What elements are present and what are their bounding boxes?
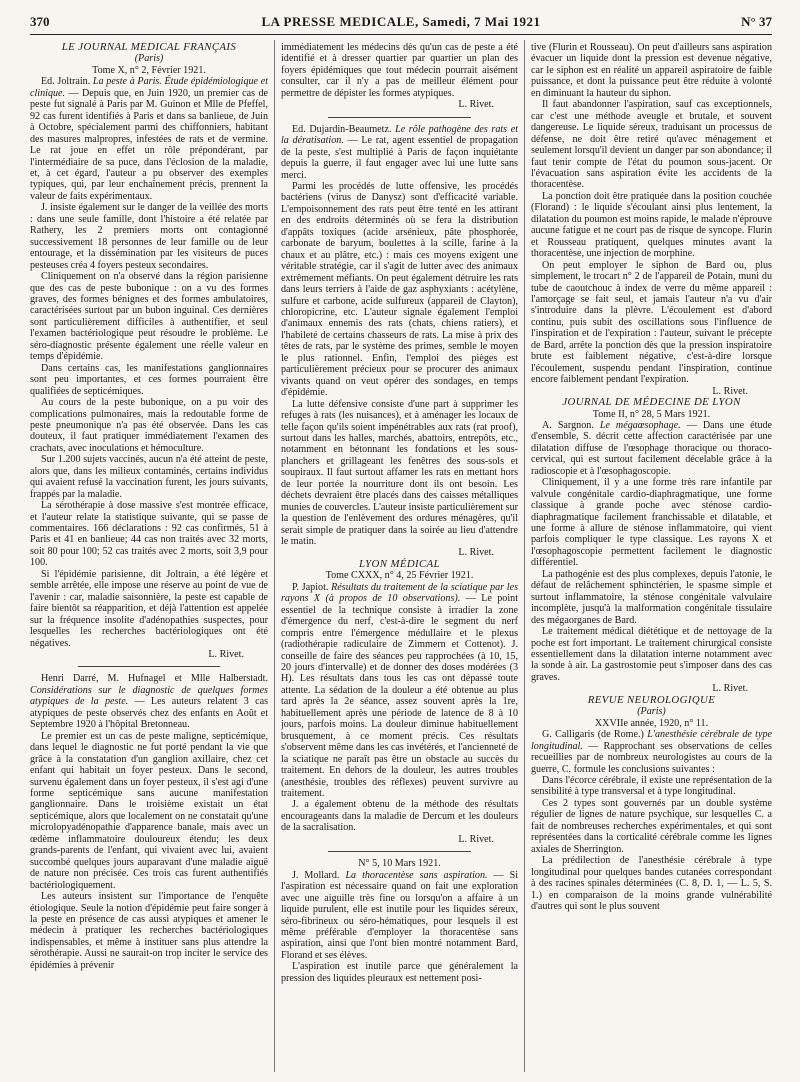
- page-header: [30, 14, 772, 32]
- header-rule: [30, 34, 772, 35]
- article-author: Ed. Joltrain.: [41, 76, 93, 88]
- article-text: — Dans une étude d'ensemble, S. décrit cette affection caractérisée par une dilatation diffuse de l'œsophage thoracique ou thoraco-cervical, qui est surtout facilement décelable grâce à la radioscopie et à l'œsophagoscopie.: [531, 419, 772, 477]
- paragraph: La prédilection de l'anesthésie cérébrale à type longitudinal pour quelques bandes cutanées correspondant à des racines spinales déterminées (C. 8, D. 1, — L. 5, S. 1.) en comparaison de la moins grande vulnérabilité d'autres qui sont le plus souvent: [531, 855, 772, 912]
- article-title: Le mégaœsophage.: [599, 419, 687, 431]
- article-text: — Depuis que, en Juin 1920, un premier cas de peste fut signalé à Paris par M. Guinon et Mlle de Pfeffel, 92 cas furent identifiés à Paris et dans sa banlieue, de Juin à Octobre, spécialement parmi des chiffonniers, habitant des masures malpropres, infestées de rats et de vermine. Le rat joue en effet un rôle prépondérant, par l'intermédiaire de sa puce, dans l'éclosion de la maladie, et, à cet égard, l'auteur a pu observer des exemples typiques, qui, par leur enchaînement précis, prennent la valeur de faits expérimentaux.: [30, 87, 268, 202]
- paragraph: Dans l'écorce cérébrale, il existe une représentation de la sensibilité à type transversal et à type longitudinal.: [531, 775, 772, 798]
- article-title: Considérations sur le diagnostic de quelques formes atypiques de la peste.: [30, 684, 268, 708]
- paragraph: J. insiste également sur le danger de la veillée des morts : dans une seule famille, dont l'histoire a été relatée par Rathery, les 2 premiers morts ont contagionné successivement 18 personnes de leur famille ou de leur entourage, et la dissémination par les visiteurs de puces pesteuses créa 4 foyers pesteux secondaires.: [30, 202, 268, 271]
- paragraph: Cliniquement, il y a une forme très rare infantile par valvule congénitale cardio-diaphragmatique, une forme classique à grande poche avec sténose cardio-diaphragmatique facilement franchissable et dilatable, et une forme à allure de sténose inflammatoire, qui vient parfois compliquer le type classique. Les rayons X et l'œsophagoscopie permettent facilement le diagnostic différentiel.: [531, 477, 772, 569]
- reviewer-signature: L. Rivet.: [208, 649, 244, 661]
- article-author: P. Japiot.: [292, 581, 332, 593]
- paragraph: Sur 1.200 sujets vaccinés, aucun n'a été atteint de peste, alors que, dans les milieux contaminés, certains individus qui avaient refusé la vaccination furent, les jours suivants, frappés par la maladie.: [30, 454, 268, 500]
- issue-line: XXVIIe année, 1920, n° 11.: [594, 717, 709, 729]
- column-1: [30, 42, 268, 1072]
- article-text: — Rapprochant ses observations de celles recueillies par de nombreux neurologistes au cours de la guerre, C. formule les conclusions suivantes :: [531, 740, 772, 775]
- journal-city: (Paris): [134, 53, 164, 65]
- issue-line: N° 5, 10 Mars 1921.: [358, 858, 441, 870]
- paragraph: Dans certains cas, les manifestations ganglionnaires sont peu importantes, et ces formes pourraient être qualifiées de septicémiques.: [30, 362, 268, 397]
- article-lead: [531, 420, 772, 477]
- paragraph: La ponction doit être pratiquée dans la position couchée (Florand) : le liquide s'écoulant ainsi plus lentement, la dilatation du poumon est moins rapide, le malade n'éprouve aucune fatigue et ne court pas de risque de syncope. Flurin et Rousseau pratiquent, quelques minutes avant la thoracentèse, une injection de morphine.: [531, 190, 772, 260]
- article-lead: [281, 582, 518, 800]
- paragraph: Parmi les procédés de lutte offensive, les procédés bactériens (virus de Danysz) sont d'efficacité variable. L'empoisonnement des rats peut être tenté en les attirant en des endroits déterminés où se fera la distribution d'appâts toxiques (acide arsénieux, pâte phosphorée, carbonate de baryum, boulettes à la scille, farine à la chaux et au plâtre, etc.) : mais ces moyens exigent une véritable stratégie, car il s'agit de lutter avec des animaux extrêmement méfiants. On peut également détruire les rats dans leurs terriers à l'aide de gaz asphyxiants : acétylène, sulfure et carbone, acide sulfureux (appareil de Clayton), chloropicrine, etc. L'auteur signale également l'emploi d'animaux ennemis des rats (chats, chiens ratiers), et l'habileté de certains chasseurs de rats. La mise à prix des têtes de rats, par le système des primes, semble le moyen le plus rationnel. Enfin, l'emploi des pièges est particulièrement précieux pour se procurer des animaux vivants quand on veut opérer des sondages, en temps d'épidémie.: [281, 180, 518, 399]
- paragraph: immédiatement les médecins dès qu'un cas de peste a été identifié et à dresser quartier par quartier un plan des foyers épidémiques que tout médecin pourrait aisément consulter, car il n'y a pas de meilleur élément pour permettre de dépister les formes atypiques.: [281, 42, 518, 99]
- paragraph: Si l'épidémie parisienne, dit Joltrain, a été légère et semble arrêtée, elle impose une réserve au point de vue de l'avenir : car, maladie saisonnière, la peste est capable de faire bientôt sa réapparition, et déjà l'attention est appelée sur la fréquence insolite d'adénopathies suspectes, pour lesquelles les recherches bactériologiques ont été négatives.: [30, 568, 268, 649]
- paragraph: tive (Flurin et Rousseau). On peut d'ailleurs sans aspiration évacuer un liquide dont la pression est devenue négative, car le siphon est en réalité un appareil aspiratoire de faible puissance, et dont la puissance peut être réduite à volonté en diminuant la hauteur du siphon.: [531, 42, 772, 99]
- article-text: — Si l'aspiration est nécessaire quand on fait une exploration avec une aiguille très fine ou lorsqu'on a affaire à un liquide purulent, elle est inutile pour les liquides séreux, séro-fibrineux ou séro-hématiques, pour lesquels il est même préférable d'employer la thoracentèse sans aspiration, ainsi que l'ont bien montré notamment Bard, Florand et ses élèves.: [281, 869, 518, 961]
- column-divider: [274, 40, 275, 1072]
- issue-line: Tome II, n° 28, 5 Mars 1921.: [592, 408, 711, 420]
- article-lead: [30, 76, 268, 202]
- column-divider: [524, 40, 525, 1072]
- page-number: 370: [30, 14, 50, 29]
- article-separator: [78, 666, 221, 667]
- paragraph: La pathogénie est des plus complexes, depuis l'atonie, le défaut de relâchement sphinctérien, le spasme simple et surtout inflammatoire, la sténose congénitale valvulaire incomplète, jusqu'à la malformation congénitale tissulaire des mégaorganes de Bard.: [531, 568, 772, 626]
- article-separator: [328, 117, 470, 118]
- article-lead: [281, 124, 518, 181]
- article-lead: [281, 870, 518, 962]
- paragraph: Au cours de la peste bubonique, on a pu voir des complications pulmonaires, mais la redoutable forme de peste pneumonique n'a pas été observée. Dans les cas douteux, il faut pratiquer immédiatement l'examen des crachats, avec inoculations et hémoculture.: [30, 397, 268, 454]
- paragraph: Cliniquement on n'a observé dans la région parisienne que des cas de peste bubonique : on a vu des formes graves, des formes bénignes et des formes ambulatoires, caractérisées surtout par un bubon inguinal. Ces dernières sont particulièrement difficiles à authentifier, et seul l'examen bactériologique peut résoudre le problème. Le séro-diagnostic présente également une réelle valeur en temps d'épidémie.: [30, 271, 268, 363]
- article-author: G. Calligaris (de Rome.): [542, 729, 648, 741]
- article-title: La peste à Paris. Étude épidémiologique et clinique.: [30, 76, 268, 99]
- paragraph: Le premier est un cas de peste maligne, septicémique, dans lequel le diagnostic ne fut porté pendant la vie que grâce à la constatation d'un ganglion axillaire, chez cet enfant qui habitait un foyer pesteux. Dans le second, survenu également dans un foyer pesteux, il s'est agi d'une forme septicémique sans aucune manifestation ganglionnaire. Dans le troisième existait un état septicémique, alors que localement on ne constatait qu'une microlopyadénopathie d'apparence banale, mais avec un œdème inflammatoire douloureux étendu; les deux grands-parents de l'enfant, qui vivaient avec lui, avaient succombé quelques jours auparavant d'une maladie aiguë de nature non précisée. Ces trois cas furent authentifiés bactériologiquement.: [30, 730, 268, 891]
- paragraph: La sérothérapie à dose massive s'est montrée efficace, et l'auteur relate la statistique suivante, qui se passe de commentaires. 166 déclarations : 92 cas confirmés, 51 à Paris et 41 en banlieue; 44 cas non traités avec 32 morts, soit 80 pour 100; 52 cas traités avec 2 morts, soit 3,9 pour 100.: [30, 500, 268, 569]
- article-lead: [531, 729, 772, 775]
- reviewer-signature: L. Rivet.: [458, 99, 494, 111]
- paragraph: Les auteurs insistent sur l'importance de l'enquête étiologique. Seule la notion d'épidémie peut faire songer à la peste en présence de cas aussi atypiques et amener le médecin à pratiquer les recherches bactériologiques indispensables, et même à instituer sans plus attendre la sérothérapie. Aussi ne saurait-on trop inciter le service des épidémies à prévenir: [30, 891, 268, 971]
- article-author: Henri Darré, M. Hufnagel et Mlle Halberstadt.: [41, 673, 268, 685]
- paragraph: Ces 2 types sont gouvernés par un double système régulier de lignes de nature psychique, sur lesquelles C. a fait de nombreuses recherches expérimentales, et qui sont représentées dans la corticalité cérébrale comme les lignes axiales de Sherrington.: [531, 797, 772, 855]
- issue-line: Tome X, n° 2, Février 1921.: [92, 64, 206, 76]
- article-author: A. Sargnon.: [542, 419, 600, 431]
- journal-heading: LE JOURNAL MÉDICAL FRANÇAIS: [61, 42, 237, 53]
- article-text: — Le rat, agent essentiel de propagation de la peste, s'est multiplié à Paris de façon inquiétante depuis la guerre, il faut engager avec lui une lutte sans merci.: [281, 135, 518, 181]
- article-text: — Les auteurs relatent 3 cas atypiques de peste observés chez des enfants en Août et Septembre 1920 à l'hôpital Bretonneau.: [30, 696, 268, 731]
- journal-title: LA PRESSE MEDICALE, Samedi, 7 Mai 1921: [261, 14, 541, 29]
- journal-city: (Paris): [637, 706, 666, 718]
- paragraph: Il faut abandonner l'aspiration, sauf cas exceptionnels, car c'est une méthode aveugle et brutale, et souvent dangereuse. Le liquide séreux, traduisant un processus de défense, ne doit être retiré qu'avec ménagement et seulement lorsqu'il devient un danger par son abondance; il faut tenir compte de l'état du poumon sous-jacent. Or l'évacuation sans aspiration évite les accidents de la thoracentèse.: [531, 99, 772, 191]
- article-title: Le rôle pathogène des rats et la dératisation.: [281, 123, 518, 147]
- issue-number: N° 37: [741, 14, 772, 29]
- article-author: J. Mollard.: [292, 869, 346, 881]
- paragraph: J. a également obtenu de la méthode des résultats encourageants dans la maladie de Dercum et les douleurs de la sacralisation.: [281, 799, 518, 834]
- column-2: [281, 42, 518, 1072]
- reviewer-signature: L. Rivet.: [712, 385, 748, 397]
- article-title: L'anesthésie cérébrale de type longitudinal.: [531, 729, 772, 752]
- column-3: [531, 42, 772, 1072]
- reviewer-signature: L. Rivet.: [458, 547, 494, 559]
- article-text: — Le point essentiel de la technique consiste à irradier la zone d'émergence du nerf, c'est-à-dire le segment du nerf compris entre l'émergence médullaire et le plexus (radiothérapie radiculaire de Zimmern et Cottenot). J. conseille de faire des séances peu rapprochées (à 10, 15, 20 jours d'intervalle) et de donner des doses modérées (3 H). Les résultats dans tous les cas ont dépassé toute attente. La sédation de la douleur a été obtenue au plus tard après la 2e séance, assez souvent après la 1re, habituellement après une période de latence de 8 à 10 jours, parfois moins. La douleur diminue habituellement brusquement, à ce moment précis. Ces résultats s'observent même dans les cas invétérés, et l'ancienneté de la sciatique ne paraît pas être un obstacle au succès du traitement. En dehors de la douleur, les autres troubles (anesthésie, troubles des réflexes) peuvent survivre au traitement.: [281, 593, 518, 799]
- article-author: Ed. Dujardin-Beaumetz.: [292, 123, 396, 135]
- paragraph: L'aspiration est inutile parce que généralement la pression des liquides pleuraux est nettement posi-: [281, 961, 518, 984]
- article-separator: [328, 851, 470, 852]
- article-title: Résultats du traitement de la sciatique par les rayons X (à propos de 10 observations).: [281, 581, 518, 605]
- issue-line: Tome CXXX, n° 4, 25 Février 1921.: [325, 570, 474, 582]
- paragraph: Le traitement médical diététique et de nettoyage de la poche est fort important. Le traitement chirurgical consiste essentiellement dans la dilatation interne notamment avec la sonde à air. La gastrostomie peut s'imposer dans des cas graves.: [531, 626, 772, 683]
- journal-heading: REVUE NEUROLOGIQUE: [587, 693, 716, 706]
- journal-heading: JOURNAL DE MÉDECINE DE LYON: [562, 396, 741, 409]
- paragraph: La lutte défensive consiste d'une part à supprimer les refuges à rats (les nuisances), et à aménager les locaux de telle façon qu'ils soient impénétrables aux rats (rat proof), surtout dans les halles, marchés, abattoirs, entrepôts, etc., notamment en bétonnant les fondations et les sous-planchers et grillageant les fenêtres des sous-sols et soupiraux. Il faut surtout affamer les rats en mettant hors de leur portée la nourriture dont ils ont besoin. Les déchets devraient être placés dans des caisses métalliques munies de couvercles. L'auteur insiste particulièrement sur la question de l'enlèvement des ordures ménagères, qu'il serait simple de pratiquer dans la soirée au lieu d'attendre le matin.: [281, 398, 518, 548]
- reviewer-signature: L. Rivet.: [712, 683, 748, 695]
- journal-heading: LYON MÉDICAL: [358, 557, 441, 570]
- article-lead: [30, 673, 268, 730]
- article-title: La thoracentèse sans aspiration.: [345, 869, 494, 881]
- reviewer-signature: L. Rivet.: [458, 833, 494, 845]
- paragraph: On peut employer le siphon de Bard ou, plus simplement, le trocart n° 2 de l'appareil de Potain, muni du tube de caoutchouc à index de verre du même appareil : l'amorçage se fait seul, et jamais l'auteur n'a vu d'air s'introduire dans la plèvre. L'écoulement est d'abord continu, puis subit des oscillations sous l'influence de l'inspiration et de l'expiration : l'auteur, suivant le précepte de Bard, arrête la ponction dès que la pression inspiratoire brute est faiblement négative, c'est-à-dire lorsque l'écoulement, suspendu pendant l'inspiration, continue encore faiblement pendant l'expiration.: [531, 259, 772, 386]
